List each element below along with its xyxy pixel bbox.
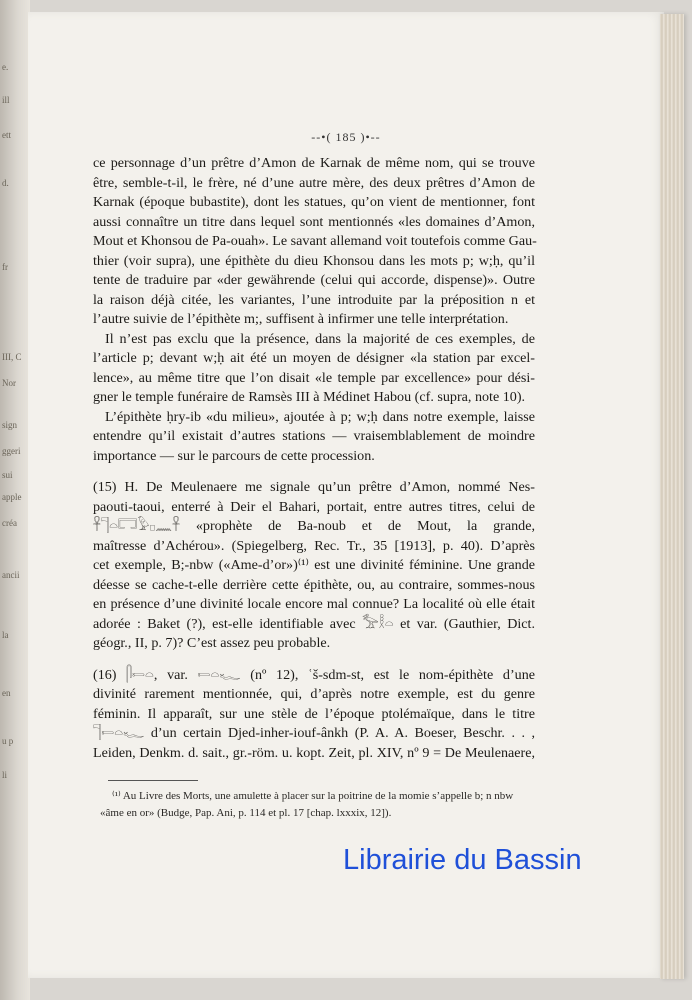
margin-fragment: sign <box>2 420 18 430</box>
margin-fragment: III, C <box>2 352 22 362</box>
margin-fragment: en <box>2 688 11 698</box>
text-line: adorée : Baket (?), est-elle identifiable avec 𓅡𓎛𓏏 et var. (Gauthier, Dict. <box>93 615 535 632</box>
text-line: la raison déjà citée, les variantes, l’une introduite par la préposition n et <box>93 291 535 308</box>
text-line: l’article p; devant w;ḥ ait été un moyen de désigner «la station par excel- <box>93 350 535 366</box>
margin-fragment: créa <box>2 518 17 528</box>
margin-fragment: fr <box>2 262 8 272</box>
text-line: Karnak (époque bubastite), dont les statues, qu’on vient de mentionner, font <box>93 194 535 210</box>
book-page <box>28 12 664 978</box>
footnote <box>100 788 540 822</box>
watermark: Librairie du Bassin <box>343 844 582 876</box>
text-line: maîtresse d’Achérou». (Spiegelberg, Rec. Tr., 35 [1913], p. 40). D’après <box>93 537 535 554</box>
text-line: l’autre suivie de l’épithète m;, suffisent à infirmer une telle interprétation. <box>93 311 509 327</box>
footnote-separator <box>108 780 198 781</box>
text-line: Il n’est pas exclu que la présence, dans la majorité de ces exemples, de <box>105 330 535 347</box>
facing-page-edge <box>0 0 30 1000</box>
footnote-line: ⁽¹⁾ Au Livre des Morts, une amulette à placer sur la poitrine de la momie s’appelle b; n nbw <box>112 790 514 802</box>
margin-fragment: apple <box>2 492 22 502</box>
text-line: (16) 𓋴𓍿𓏏, var. 𓍿𓏏𓆑 (nº 12), ʿš-sdm-st, est le nom-épithète d’une <box>93 666 535 683</box>
text-line: Mout et Khonsou de Pa-ouah». Le savant allemand voit toutefois comme Gau- <box>93 233 537 249</box>
text-line: L’épithète ḥry-ib «du milieu», ajoutée à p; w;ḥ dans notre exemple, laisse <box>105 408 535 425</box>
text-line: ce personnage d’un prêtre d’Amon de Karnak de même nom, qui se trouve <box>93 155 535 171</box>
margin-fragment: ggeri <box>2 446 21 456</box>
text-line: féminin. Il apparaît, sur une stèle de l’époque ptolémaïque, dans le titre <box>93 705 535 722</box>
margin-fragment: d. <box>2 178 9 188</box>
text-line: lence», au même titre que l’on disait «le temple par excellence» pour dési- <box>93 369 535 386</box>
text-line: paouti-taoui, enterré à Deir el Bahari, portait, entre autres titres, celui de <box>93 498 535 515</box>
body-text <box>93 154 535 763</box>
text-line: 𓋹𓊹𓏏𓉐𓅱𓊪𓈖𓋹 «prophète de Ba-noub et de Mout, la grande, <box>93 518 535 534</box>
text-line: gner le temple funéraire de Ramsès III à Médinet Habou (cf. supra, note 10). <box>93 389 526 405</box>
text-line: géogr., II, p. 7)? C’est assez peu probable. <box>93 635 331 651</box>
paragraph <box>93 408 535 467</box>
paragraph <box>93 154 535 330</box>
text-line: 𓊹𓍿𓏏𓆑 d’un certain Djed-inher-iouf-ânkh (P. A. A. Boeser, Beschr. . . , <box>93 725 535 741</box>
text-line: Leiden, Denkm. d. sait., gr.-röm. u. kopt. Zeit, pl. XIV, nº 9 = De Meulenaere, <box>93 744 535 761</box>
margin-fragment: e. <box>2 62 9 72</box>
text-line: tente de traduire par «der gewährende (celui qui accorde, dispense)». Outre <box>93 272 535 288</box>
text-line: thier (voir supra), une épithète du dieu Khonsou dans les mots p; w;ḥ, qu’il <box>93 252 535 269</box>
text-line: aussi connaître un titre dans lequel sont mentionnés «les domaines d’Amon, <box>93 213 535 230</box>
text-line: importance — sur le parcours de cette procession. <box>93 447 375 464</box>
paragraph <box>93 666 535 764</box>
page-number-header: --•( 185 )•-- <box>311 130 381 144</box>
text-line: en présence d’une divinité locale encore mal connue? La localité où elle était <box>93 596 535 612</box>
footnote-line: «âme en or» (Budge, Pap. Ani, p. 114 et pl. 17 [chap. lxxxix, 12]). <box>100 807 392 819</box>
text-line: être, semble-t-il, le frère, né d’une autre mère, des deux prêtres d’Amon de <box>93 174 535 191</box>
margin-fragment: la <box>2 630 9 640</box>
margin-fragment: ett <box>2 130 11 140</box>
text-line: entendre qu’il existait d’autres stations — vraisemblablement de moindre <box>93 428 535 444</box>
text-line: déesse se cache-t-elle derrière cette épithète, ou, au contraire, sommes-nous <box>93 576 535 593</box>
paragraph <box>93 478 535 654</box>
paragraph <box>93 330 535 408</box>
margin-fragment: li <box>2 770 8 780</box>
margin-fragment: Nor <box>2 378 16 388</box>
margin-fragment: u p <box>2 736 14 746</box>
margin-fragment: ill <box>2 95 10 105</box>
text-line: cet exemple, B;-nbw («Ame-d’or»)⁽¹⁾ est une divinité féminine. Une grande <box>93 557 535 573</box>
margin-fragment: ancii <box>2 570 20 580</box>
margin-fragment: sui <box>2 470 13 480</box>
page-stack-edge <box>660 14 684 979</box>
text-line: (15) H. De Meulenaere me signale qu’un prêtre d’Amon, nommé Nes- <box>93 479 535 495</box>
text-line: divinité rarement mentionnée, qui, d’après notre exemple, est du genre <box>93 686 535 702</box>
